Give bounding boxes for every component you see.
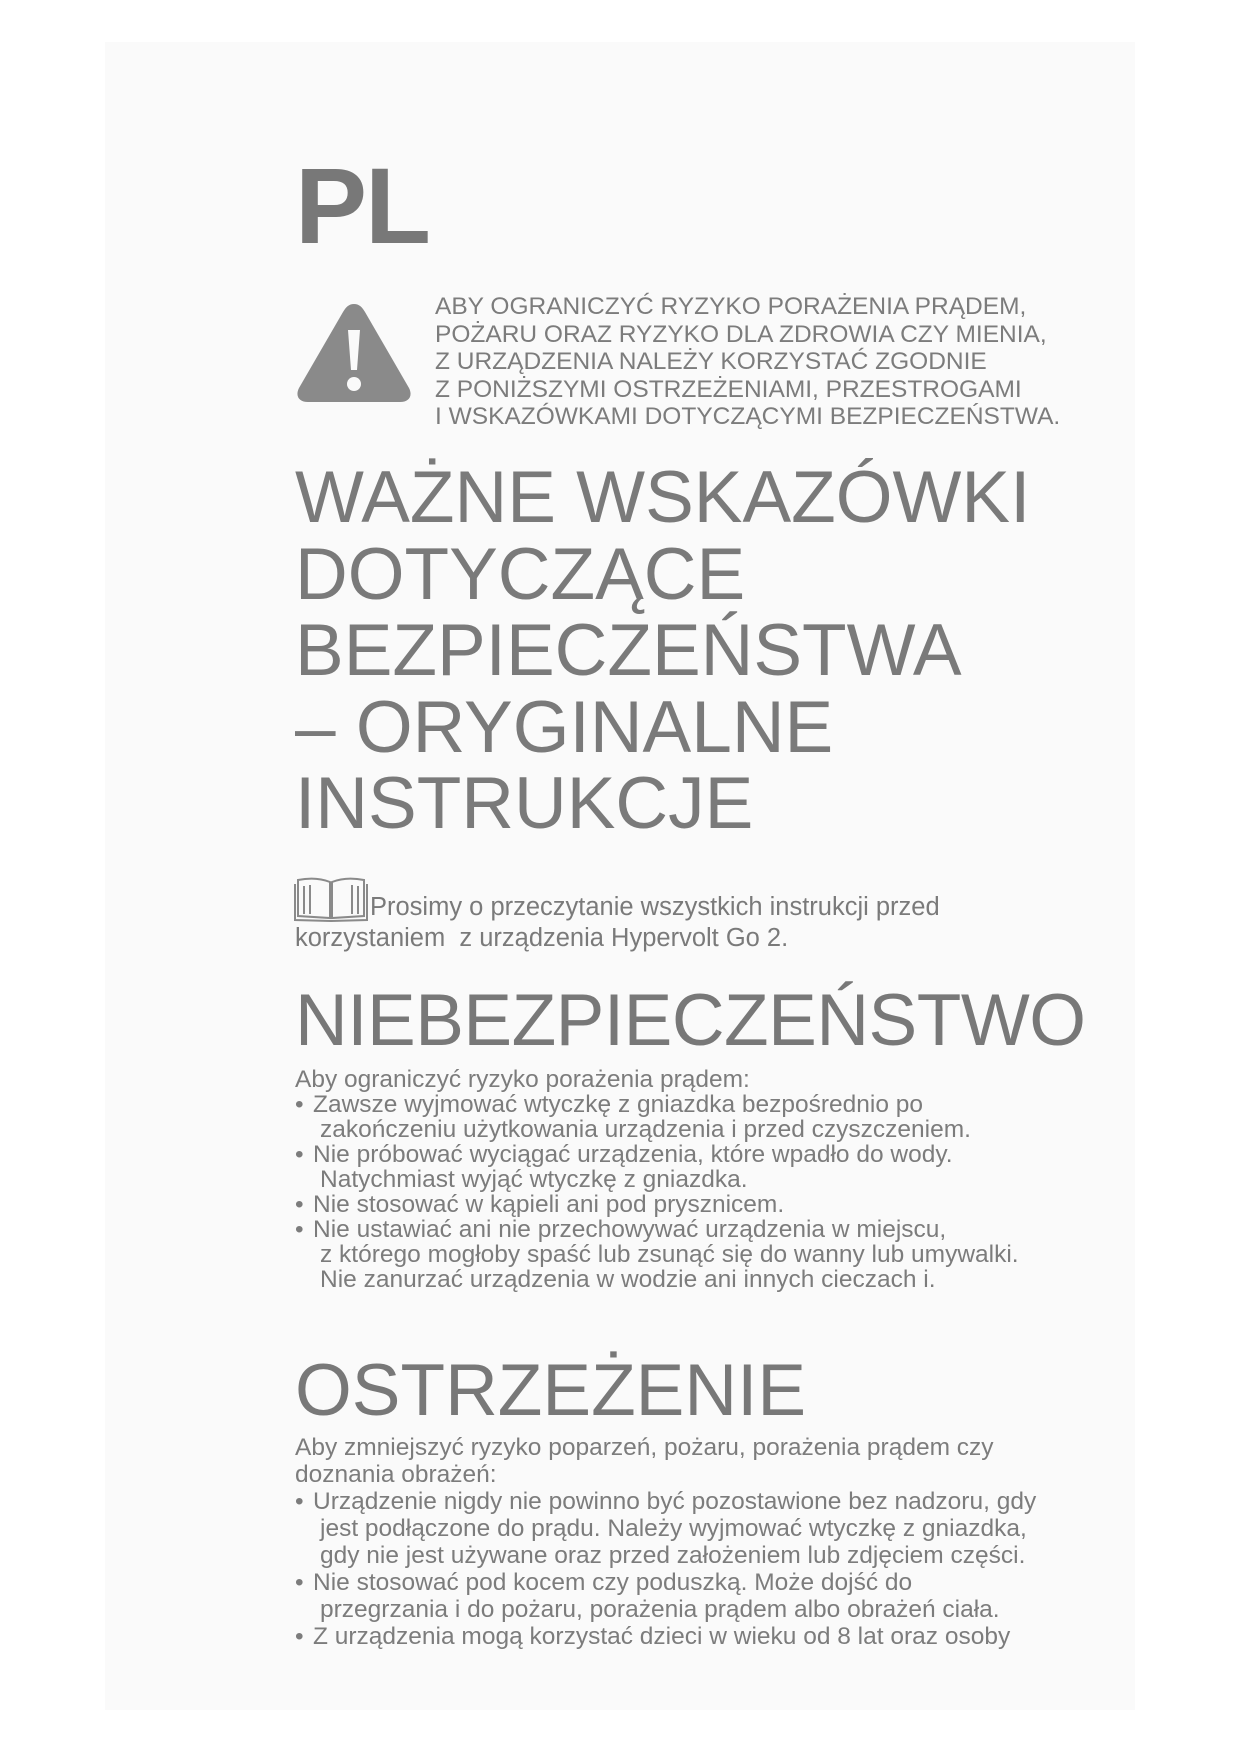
intro-paragraph — [295, 892, 1175, 954]
list-item-continuation: z którego mogłoby spaść lub zsunąć się do wanny lub umywalki. — [320, 1241, 1019, 1268]
list-item — [295, 1623, 1175, 1650]
danger-section — [295, 1067, 1175, 1292]
bullet-icon: • — [295, 1091, 304, 1118]
caution-section — [295, 1434, 1175, 1650]
bullet-icon: • — [295, 1488, 304, 1515]
list-item-continuation: Nie zanurzać urządzenia w wodzie ani innych cieczach i. — [320, 1266, 936, 1293]
bullet-icon: • — [295, 1216, 304, 1243]
bullet-icon: • — [295, 1141, 304, 1168]
caution-heading: OSTRZEŻENIE — [295, 1350, 807, 1431]
intro-line: Prosimy o przeczytanie wszystkich instrukcji przed — [370, 893, 940, 921]
danger-lead: Aby ograniczyć ryzyko porażenia prądem: — [295, 1066, 750, 1093]
list-item-text: Zawsze wyjmować wtyczkę z gniazdka bezpośrednio po — [313, 1091, 924, 1118]
main-title-line: DOTYCZĄCE — [295, 533, 746, 615]
main-title-line: INSTRUKCJE — [295, 763, 754, 844]
list-item-continuation: zakończeniu użytkowania urządzenia i przed czyszczeniem. — [320, 1116, 971, 1143]
main-title-line: WAŻNE WSKAZÓWKI — [295, 457, 1031, 538]
intro-line: korzystaniem z urządzenia Hypervolt Go 2. — [295, 924, 789, 952]
list-item-text: Urządzenie nigdy nie powinno być pozostawione bez nadzoru, gdy — [313, 1488, 1037, 1515]
warning-triangle-icon — [293, 298, 415, 406]
main-title — [295, 457, 1031, 844]
danger-heading: NIEBEZPIECZEŃSTWO — [295, 980, 1086, 1061]
list-item-text: Nie próbować wyciągać urządzenia, które wpadło do wody. — [313, 1141, 953, 1168]
caution-lead: doznania obrażeń: — [295, 1461, 497, 1488]
warning-line: Z PONIŻSZYMI OSTRZEŻENIAMI, PRZESTROGAMI — [435, 375, 1022, 403]
language-code: PL — [295, 145, 430, 266]
warning-line: I WSKAZÓWKAMI DOTYCZĄCYMI BEZPIECZEŃSTWA. — [435, 403, 1061, 430]
list-item-continuation: przegrzania i do pożaru, porażenia prądem albo obrażeń ciała. — [320, 1596, 1000, 1623]
list-item-continuation: jest podłączone do prądu. Należy wyjmować wtyczkę z gniazdka, — [320, 1515, 1027, 1542]
warning-line: POŻARU ORAZ RYZYKO DLA ZDROWIA CZY MIENIA, — [435, 320, 1047, 348]
list-item — [295, 1217, 1175, 1242]
caution-lead: Aby zmniejszyć ryzyko poparzeń, pożaru, porażenia prądem czy — [295, 1434, 994, 1461]
list-item — [295, 1142, 1175, 1167]
list-item — [295, 1192, 1175, 1217]
list-item-continuation: gdy nie jest używane oraz przed założeniem lub zdjęciem części. — [320, 1542, 1026, 1569]
main-title-line: BEZPIECZEŃSTWA — [295, 610, 962, 691]
main-title-line: – ORYGINALNE — [295, 686, 834, 768]
bullet-icon: • — [295, 1191, 304, 1218]
manual-page — [105, 42, 1135, 1710]
list-item — [295, 1569, 1175, 1596]
bullet-icon: • — [295, 1569, 304, 1596]
warning-line: ABY OGRANICZYĆ RYZYKO PORAŻENIA PRĄDEM, — [435, 293, 1027, 320]
warning-notice — [435, 293, 1175, 431]
list-item-text: Z urządzenia mogą korzystać dzieci w wieku od 8 lat oraz osoby — [313, 1623, 1011, 1650]
warning-line: Z URZĄDZENIA NALEŻY KORZYSTAĆ ZGODNIE — [435, 348, 987, 375]
list-item-text: Nie ustawiać ani nie przechowywać urządzenia w miejscu, — [313, 1216, 947, 1243]
list-item — [295, 1488, 1175, 1515]
list-item-continuation: Natychmiast wyjąć wtyczkę z gniazdka. — [320, 1166, 748, 1193]
list-item — [295, 1092, 1175, 1117]
bullet-icon: • — [295, 1623, 304, 1650]
list-item-text: Nie stosować w kąpieli ani pod prysznicem. — [313, 1191, 785, 1218]
list-item-text: Nie stosować pod kocem czy poduszką. Może dojść do — [313, 1569, 913, 1596]
